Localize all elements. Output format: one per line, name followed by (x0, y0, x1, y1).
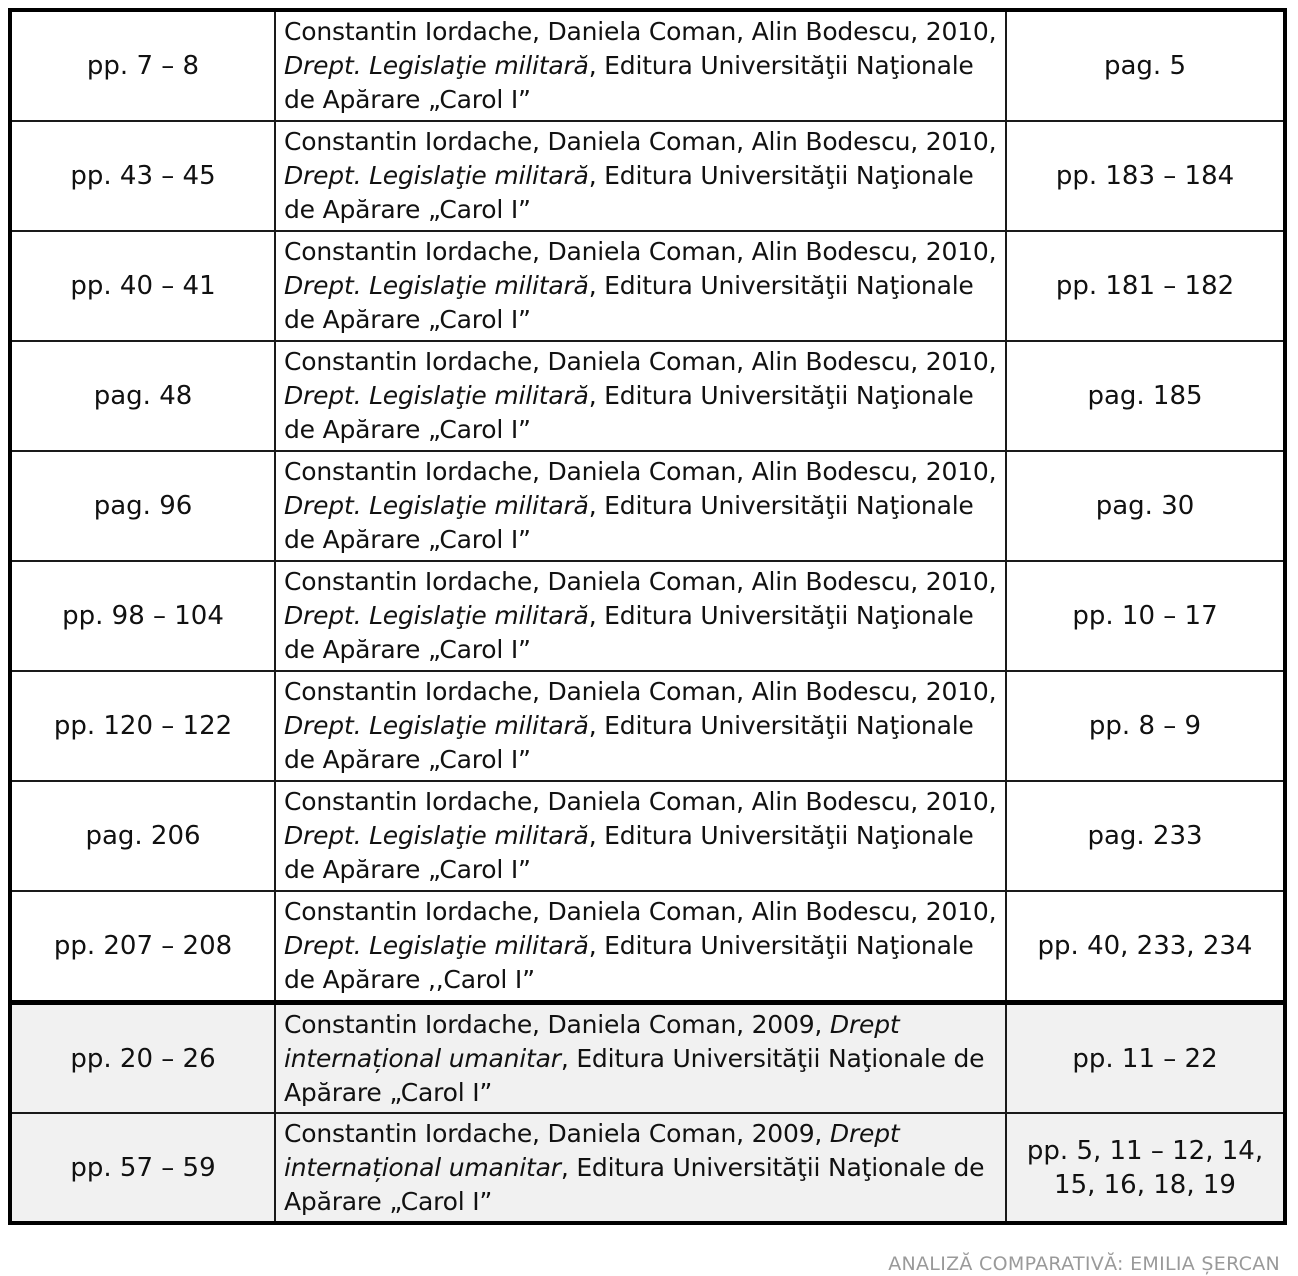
reference-authors: Constantin Iordache, Daniela Coman, Alin Bodescu, 2010, (284, 457, 997, 486)
table-row (10, 341, 1285, 451)
reference-publisher: , Editura Universităţii Naţionale de Apărare „Carol I” (284, 161, 974, 224)
reference-publisher: , Editura Universităţii Naţionale de Apărare „Carol I” (284, 51, 974, 114)
table-row (10, 561, 1285, 671)
source-pages-cell: pp. 20 – 26 (10, 1003, 275, 1114)
analysis-credit: ANALIZĂ COMPARATIVĂ: EMILIA ȘERCAN (888, 1253, 1280, 1275)
reference-authors: Constantin Iordache, Daniela Coman, Alin Bodescu, 2010, (284, 567, 997, 596)
source-pages-cell: pp. 43 – 45 (10, 121, 275, 231)
reference-cell (275, 10, 1006, 121)
table-row (10, 891, 1285, 1003)
table-row (10, 451, 1285, 561)
reference-pages-cell: pp. 11 – 22 (1006, 1003, 1285, 1114)
source-pages-cell: pp. 7 – 8 (10, 10, 275, 121)
reference-title: Drept. Legislaţie militară (284, 381, 589, 410)
reference-publisher: , Editura Universităţii Naţionale de Apărare „Carol I” (284, 491, 974, 554)
table-row (10, 1003, 1285, 1114)
reference-publisher: , Editura Universităţii Naţionale de Apărare ,,Carol I” (284, 931, 974, 994)
reference-title: Drept. Legislaţie militară (284, 601, 589, 630)
table-row (10, 671, 1285, 781)
reference-cell (275, 1113, 1006, 1223)
reference-cell (275, 891, 1006, 1003)
reference-cell (275, 781, 1006, 891)
reference-title: Drept internațional umanitar (284, 1118, 900, 1182)
table-row (10, 231, 1285, 341)
reference-cell (275, 451, 1006, 561)
reference-title: Drept. Legislaţie militară (284, 271, 589, 300)
reference-publisher: , Editura Universităţii Naţionale de Apărare „Carol I” (284, 1152, 985, 1216)
source-pages-cell: pp. 57 – 59 (10, 1113, 275, 1223)
reference-cell (275, 121, 1006, 231)
reference-pages-cell: pp. 5, 11 – 12, 14, 15, 16, 18, 19 (1006, 1113, 1285, 1223)
reference-authors: Constantin Iordache, Daniela Coman, Alin Bodescu, 2010, (284, 17, 997, 46)
reference-title: Drept. Legislaţie militară (284, 161, 589, 190)
reference-authors: Constantin Iordache, Daniela Coman, Alin Bodescu, 2010, (284, 347, 997, 376)
table-row (10, 10, 1285, 121)
reference-cell (275, 231, 1006, 341)
reference-publisher: , Editura Universităţii Naţionale de Apărare „Carol I” (284, 271, 974, 334)
reference-title: Drept. Legislaţie militară (284, 821, 589, 850)
reference-authors: Constantin Iordache, Daniela Coman, Alin Bodescu, 2010, (284, 237, 997, 266)
reference-pages-cell: pag. 30 (1006, 451, 1285, 561)
reference-authors: Constantin Iordache, Daniela Coman, 2009, (284, 1118, 830, 1148)
reference-cell (275, 1003, 1006, 1114)
reference-pages-cell: pp. 40, 233, 234 (1006, 891, 1285, 1003)
reference-publisher: , Editura Universităţii Naţionale de Apărare „Carol I” (284, 821, 974, 884)
reference-title: Drept internațional umanitar (284, 1009, 900, 1073)
reference-pages-cell: pag. 5 (1006, 10, 1285, 121)
reference-cell (275, 671, 1006, 781)
reference-publisher: , Editura Universităţii Naţionale de Apărare „Carol I” (284, 1043, 985, 1107)
reference-title: Drept. Legislaţie militară (284, 51, 589, 80)
source-pages-cell: pag. 96 (10, 451, 275, 561)
reference-authors: Constantin Iordache, Daniela Coman, Alin Bodescu, 2010, (284, 677, 997, 706)
table-row (10, 1113, 1285, 1223)
source-pages-cell: pag. 48 (10, 341, 275, 451)
reference-title: Drept. Legislaţie militară (284, 711, 589, 740)
reference-authors: Constantin Iordache, Daniela Coman, Alin Bodescu, 2010, (284, 787, 997, 816)
table-row (10, 781, 1285, 891)
reference-authors: Constantin Iordache, Daniela Coman, 2009, (284, 1009, 830, 1039)
source-pages-cell: pp. 98 – 104 (10, 561, 275, 671)
reference-publisher: , Editura Universităţii Naţionale de Apărare „Carol I” (284, 381, 974, 444)
reference-title: Drept. Legislaţie militară (284, 491, 589, 520)
source-pages-cell: pp. 40 – 41 (10, 231, 275, 341)
reference-pages-cell: pp. 10 – 17 (1006, 561, 1285, 671)
reference-pages-cell: pp. 181 – 182 (1006, 231, 1285, 341)
reference-pages-cell: pp. 183 – 184 (1006, 121, 1285, 231)
reference-authors: Constantin Iordache, Daniela Coman, Alin Bodescu, 2010, (284, 127, 997, 156)
reference-pages-cell: pp. 8 – 9 (1006, 671, 1285, 781)
reference-cell (275, 561, 1006, 671)
reference-pages-cell: pag. 185 (1006, 341, 1285, 451)
source-pages-cell: pp. 207 – 208 (10, 891, 275, 1003)
reference-publisher: , Editura Universităţii Naţionale de Apărare „Carol I” (284, 711, 974, 774)
source-pages-cell: pag. 206 (10, 781, 275, 891)
reference-cell (275, 341, 1006, 451)
reference-publisher: , Editura Universităţii Naţionale de Apărare „Carol I” (284, 601, 974, 664)
comparison-table (8, 8, 1287, 1225)
table-row (10, 121, 1285, 231)
reference-pages-cell: pag. 233 (1006, 781, 1285, 891)
reference-authors: Constantin Iordache, Daniela Coman, Alin Bodescu, 2010, (284, 897, 997, 926)
reference-title: Drept. Legislaţie militară (284, 931, 589, 960)
source-pages-cell: pp. 120 – 122 (10, 671, 275, 781)
